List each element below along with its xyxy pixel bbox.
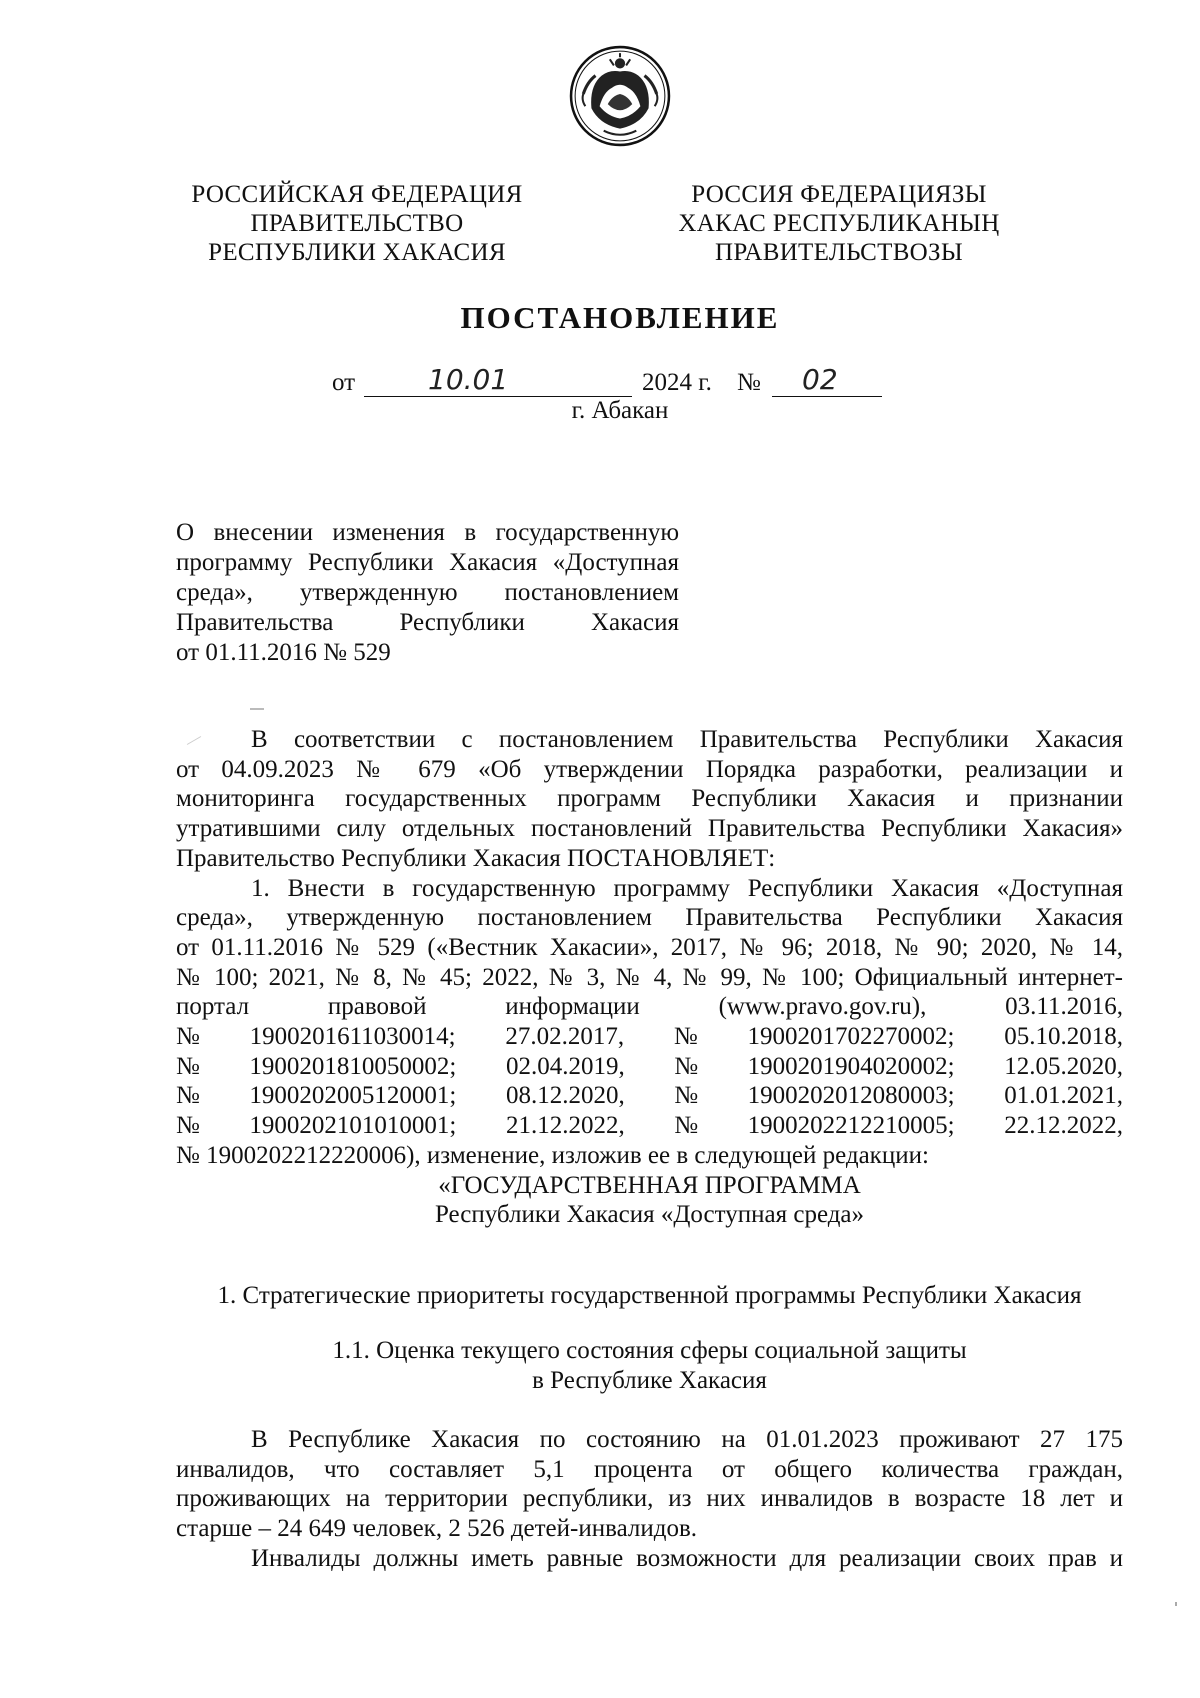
number-cell: 1900201904020002;: [747, 1052, 955, 1080]
document-type-title: ПОСТАНОВЛЕНИЕ: [460, 300, 780, 335]
year-label: 2024 г.: [642, 369, 712, 396]
stats-line: В Республике Хакасия по состоянию на 01.01.2023 проживают 27 175: [251, 1426, 1123, 1453]
date-from-label: от: [332, 369, 356, 396]
portal-word: правовой: [327, 993, 427, 1021]
preamble-line: утратившими силу отдельных постановлений Правительства Республики Хакасия»: [176, 815, 1123, 843]
number-cell: 01.01.2021,: [1004, 1082, 1123, 1110]
number-cell: №: [176, 1023, 200, 1051]
number-cell: 22.12.2022,: [1004, 1112, 1123, 1140]
preamble-line: от 04.09.2023 № 679 «Об утверждении Порядка разработки, реализации и: [176, 755, 1123, 783]
portal-word: портал: [176, 993, 250, 1021]
subject-line: Правительства Республики Хакасия: [176, 609, 679, 636]
header-left-line: ПРАВИТЕЛЬСТВО: [250, 210, 464, 237]
number-cell: №: [176, 1082, 200, 1110]
number-cell: 1900201702270002;: [747, 1023, 955, 1051]
number-cell: 27.02.2017,: [505, 1023, 625, 1051]
stats-line: старше – 24 649 человек, 2 526 детей-инвалидов.: [176, 1515, 698, 1543]
subject-line: программу Республики Хакасия «Доступная: [176, 549, 679, 576]
subject-block: [176, 518, 679, 668]
handwritten-date: 10.01: [428, 363, 509, 396]
subject-line: от 01.11.2016 № 529: [176, 639, 391, 666]
number-cell: 05.10.2018,: [1004, 1023, 1123, 1051]
number-cell: №: [176, 1112, 200, 1140]
section-1-1-title-line: в Республике Хакасия: [532, 1366, 767, 1394]
item1-line: 1. Внести в государственную программу Республики Хакасия «Доступная: [251, 874, 1123, 902]
preamble-line: мониторинга государственных программ Республики Хакасия и признании: [176, 785, 1123, 813]
number-cell: 08.12.2020,: [505, 1082, 625, 1110]
number-cell: 1900202101010001;: [249, 1112, 457, 1140]
number-cell: 1900201810050002;: [249, 1052, 457, 1080]
portal-word: информации: [505, 993, 640, 1021]
header-right-block: [629, 180, 1049, 267]
section-1-1-title-line: 1.1. Оценка текущего состояния сферы социальной защиты: [332, 1337, 967, 1364]
item1-line: № 100; 2021, № 8, № 45; 2022, № 3, № 4, № 99, № 100; Официальный интернет-: [176, 963, 1123, 991]
header-left-line: РЕСПУБЛИКИ ХАКАСИЯ: [208, 239, 506, 266]
preamble-line: Правительство Республики Хакасия ПОСТАНОВЛЯЕТ:: [176, 844, 776, 872]
item1-line: среда», утвержденную постановлением Правительства Республики Хакасия: [176, 904, 1123, 932]
number-cell: №: [176, 1052, 200, 1080]
preamble-line: В соответствии с постановлением Правительства Республики Хакасия: [251, 726, 1123, 753]
number-cell: 02.04.2019,: [505, 1052, 625, 1080]
portal-word: 03.11.2016,: [1005, 993, 1123, 1021]
number-label: №: [737, 369, 761, 396]
header-right-line: ХАКАС РЕСПУБЛИКАНЫҢ: [678, 210, 1000, 237]
handwritten-number: 02: [802, 363, 838, 396]
program-title-line: «ГОСУДАРСТВЕННАЯ ПРОГРАММА: [438, 1171, 861, 1199]
stats-paragraph: [176, 1425, 1123, 1574]
number-cell: 1900202212210005;: [747, 1112, 955, 1140]
header-right-line: РОССИЯ ФЕДЕРАЦИЯЗЫ: [691, 181, 987, 208]
number-cell: 12.05.2020,: [1004, 1052, 1123, 1080]
scan-mark: [250, 708, 264, 710]
number-cell: №: [674, 1112, 699, 1140]
portal-line: [176, 992, 1123, 1022]
scan-mark: [1175, 1602, 1177, 1606]
program-title-line: Республики Хакасия «Доступная среда»: [434, 1201, 865, 1229]
city-label: г. Абакан: [571, 397, 669, 424]
numbers-row: [176, 1081, 1123, 1111]
subject-line: среда», утвержденную постановлением: [176, 579, 679, 606]
stats-line: инвалидов, что составляет 5,1 процента от общего количества граждан,: [176, 1455, 1123, 1483]
number-cell: №: [674, 1052, 699, 1080]
portal-word: (www.pravo.gov.ru),: [718, 993, 927, 1021]
header-left-block: [147, 180, 567, 267]
number-cell: 21.12.2022,: [505, 1112, 625, 1140]
coat-of-arms-emblem: [569, 45, 671, 147]
item1-line: от 01.11.2016 № 529 («Вестник Хакасии», 2017, № 96; 2018, № 90; 2020, № 14,: [176, 933, 1123, 961]
section-1-1-title: [176, 1336, 1123, 1395]
number-cell: №: [674, 1082, 699, 1110]
numbers-row: [176, 1111, 1123, 1141]
numbers-row: [176, 1052, 1123, 1082]
header-left-line: РОССИЙСКАЯ ФЕДЕРАЦИЯ: [191, 181, 523, 208]
header-right-line: ПРАВИТЕЛЬСТВОЗЫ: [715, 239, 963, 266]
numbers-row: [176, 1022, 1123, 1052]
subject-line: О внесении изменения в государственную: [176, 519, 679, 546]
section-1-title: 1. Стратегические приоритеты государственной программы Республики Хакасия: [217, 1282, 1082, 1309]
item1-closing-line: № 1900202212220006), изменение, изложив ее в следующей редакции:: [176, 1141, 929, 1169]
stats-line: проживающих на территории республики, из них инвалидов в возрасте 18 лет и: [176, 1485, 1123, 1513]
number-cell: 1900202012080003;: [747, 1082, 955, 1110]
number-cell: №: [673, 1023, 698, 1051]
preamble-paragraph: [176, 725, 1123, 1230]
last-paragraph-line: Инвалиды должны иметь равные возможности для реализации своих прав и: [251, 1544, 1123, 1572]
number-cell: 1900202005120001;: [249, 1082, 457, 1110]
number-cell: 1900201611030014;: [249, 1023, 456, 1051]
